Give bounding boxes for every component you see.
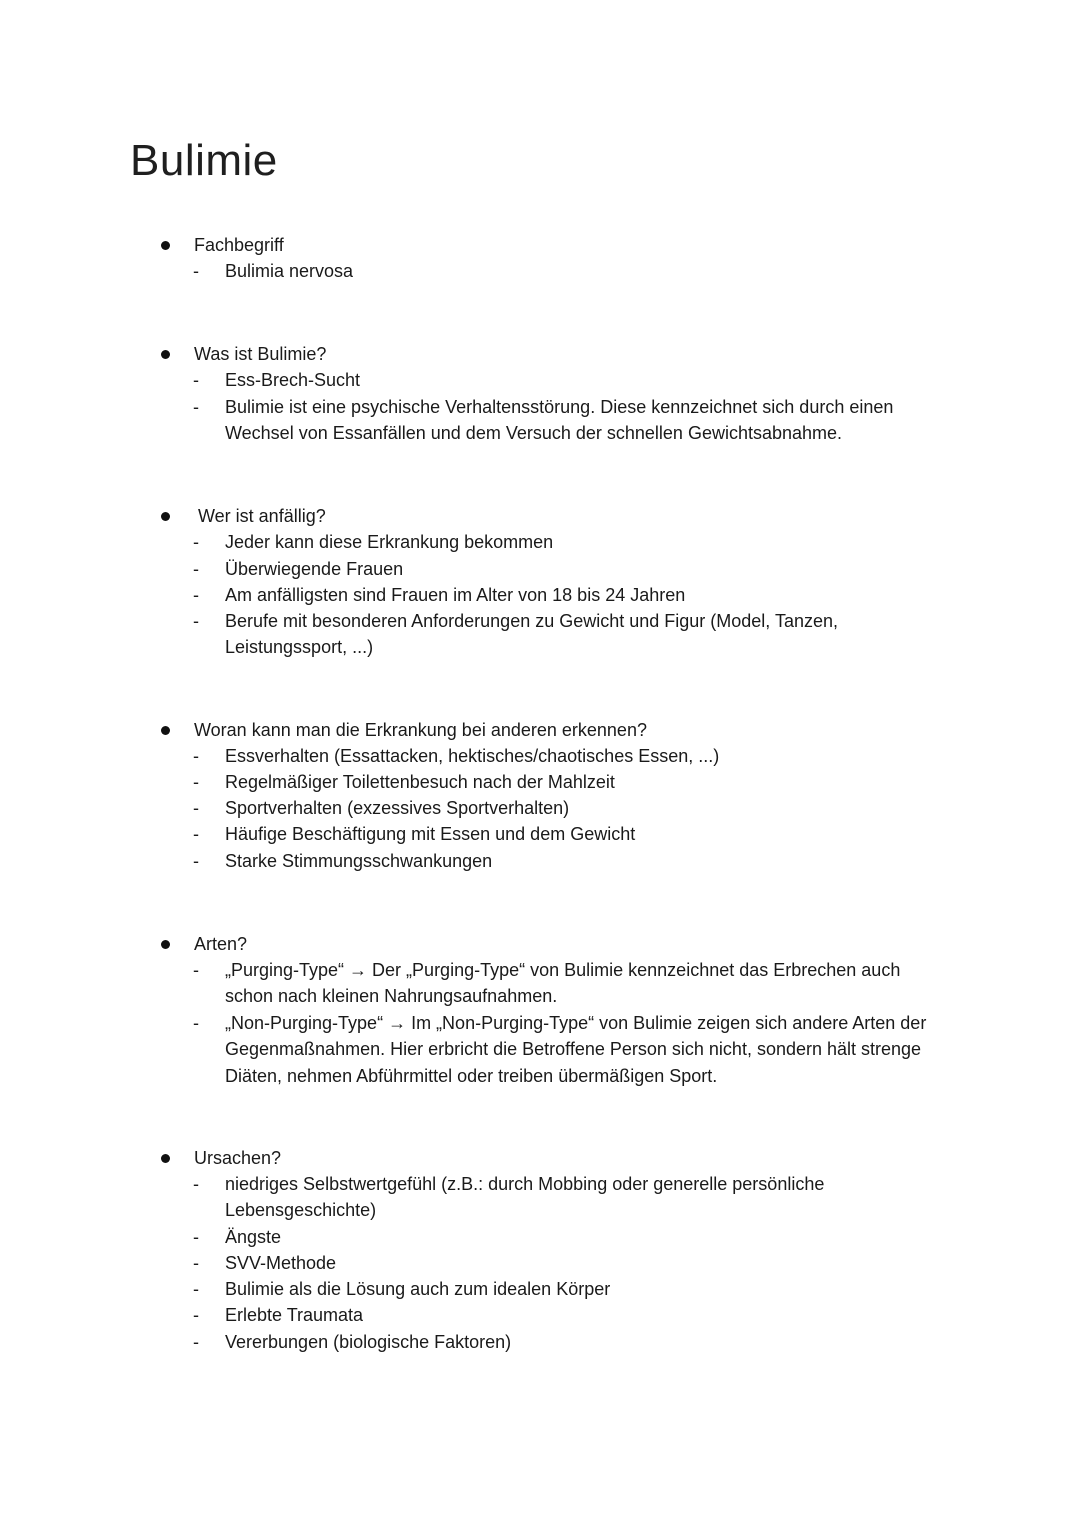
dash-icon: - bbox=[193, 1279, 199, 1299]
list-item: Ess-Brech-Sucht bbox=[225, 370, 361, 390]
list-item: Regelmäßiger Toilettenbesuch nach der Mahlzeit bbox=[225, 772, 615, 792]
list-item: Berufe mit besonderen Anforderungen zu Gewicht und Figur (Model, Tanzen, Leistungssport, ...) bbox=[225, 611, 839, 658]
dash-icon: - bbox=[193, 559, 199, 579]
list-item: Bulimia nervosa bbox=[225, 261, 354, 281]
bullet-icon bbox=[161, 1154, 170, 1163]
list-item: Starke Stimmungsschwankungen bbox=[225, 851, 493, 871]
section-heading: Arten? bbox=[194, 934, 248, 954]
bullet-icon bbox=[161, 726, 170, 735]
dash-icon: - bbox=[193, 1253, 199, 1273]
list-item: „Non-Purging-Type“ → Im „Non-Purging-Type“ von Bulimie zeigen sich andere Arten der Gegenmaßnahmen. Hier erbricht die Betroffene Person sich nicht, sondern hält strenge Diäten, nehmen Abführmittel oder treiben übermäßigen Sport. bbox=[225, 1013, 927, 1086]
dash-icon: - bbox=[193, 397, 199, 417]
list-item: niedriges Selbstwertgefühl (z.B.: durch Mobbing oder generelle persönliche Lebensgeschichte) bbox=[225, 1174, 825, 1221]
bullet-icon bbox=[161, 350, 170, 359]
dash-icon: - bbox=[193, 824, 199, 844]
list-item: Am anfälligsten sind Frauen im Alter von 18 bis 24 Jahren bbox=[225, 585, 686, 605]
dash-icon: - bbox=[193, 960, 199, 980]
bullet-icon bbox=[161, 512, 170, 521]
list-item: Vererbungen (biologische Faktoren) bbox=[225, 1332, 512, 1352]
list-item: Jeder kann diese Erkrankung bekommen bbox=[225, 532, 554, 552]
dash-icon: - bbox=[193, 1305, 199, 1325]
dash-icon: - bbox=[193, 585, 199, 605]
dash-icon: - bbox=[193, 1227, 199, 1247]
list-item: Essverhalten (Essattacken, hektisches/chaotisches Essen, ...) bbox=[225, 746, 720, 766]
dash-icon: - bbox=[193, 1332, 199, 1352]
section-heading: Fachbegriff bbox=[194, 235, 284, 255]
section-heading: Ursachen? bbox=[194, 1148, 282, 1168]
dash-icon: - bbox=[193, 532, 199, 552]
bullet-icon bbox=[161, 241, 170, 250]
dash-icon: - bbox=[193, 772, 199, 792]
dash-icon: - bbox=[193, 1174, 199, 1194]
list-item: Ängste bbox=[225, 1227, 282, 1247]
page-title: Bulimie bbox=[130, 136, 278, 185]
list-item: „Purging-Type“ → Der „Purging-Type“ von Bulimie kennzeichnet das Erbrechen auch schon nach kleinen Nahrungsaufnahmen. bbox=[225, 960, 901, 1007]
dash-icon: - bbox=[193, 851, 199, 871]
list-item: Bulimie ist eine psychische Verhaltensstörung. Diese kennzeichnet sich durch einen Wechsel von Essanfällen und dem Versuch der schnellen Gewichtsabnahme. bbox=[225, 397, 894, 444]
list-item: Häufige Beschäftigung mit Essen und dem Gewicht bbox=[225, 824, 636, 844]
section-heading: Wer ist anfällig? bbox=[198, 506, 326, 526]
section-heading: Woran kann man die Erkrankung bei anderen erkennen? bbox=[194, 720, 647, 740]
bullet-icon bbox=[161, 940, 170, 949]
dash-icon: - bbox=[193, 798, 199, 818]
dash-icon: - bbox=[193, 746, 199, 766]
list-item: Sportverhalten (exzessives Sportverhalten) bbox=[225, 798, 570, 818]
list-item: Bulimie als die Lösung auch zum idealen Körper bbox=[225, 1279, 611, 1299]
list-item: Erlebte Traumata bbox=[225, 1305, 364, 1325]
list-item: Überwiegende Frauen bbox=[225, 559, 404, 579]
section-heading: Was ist Bulimie? bbox=[194, 344, 327, 364]
dash-icon: - bbox=[193, 611, 199, 631]
dash-icon: - bbox=[193, 261, 199, 281]
list-item: SVV-Methode bbox=[225, 1253, 337, 1273]
dash-icon: - bbox=[193, 370, 199, 390]
dash-icon: - bbox=[193, 1013, 199, 1033]
